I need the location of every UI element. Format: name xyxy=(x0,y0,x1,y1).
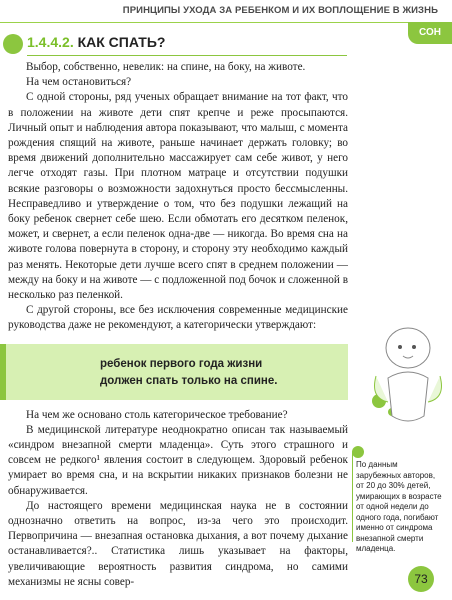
footnote-rule xyxy=(352,452,353,542)
paragraph: До настоящего времени медицинская наука не в состоянии однозначно ответить на вопрос, из-за чего это происходит. Первопричина — внезапная остановка дыхания, а вот почему дыхание останавливается?.. Статистика лишь указывает на факторы, увеличивающие вероятность развития синдрома, но самими механизмы не ясны совер- xyxy=(8,499,348,588)
quote-text xyxy=(100,356,277,390)
chapter-tab xyxy=(408,22,452,44)
quote-line: должен спать только на спине. xyxy=(100,374,278,387)
side-footnote xyxy=(356,450,444,555)
highlight-quote xyxy=(0,344,348,400)
baby-illustration xyxy=(372,318,444,436)
section-title: КАК СПАТЬ? xyxy=(77,34,166,50)
paragraph: С другой стороны, все без исключения современные медицинские руководства даже не рекомендуют, а категорически утверждают: xyxy=(8,304,348,332)
paragraph: На чем остановиться? xyxy=(26,76,132,89)
footnote-text: По данным зарубежных авторов, от 20 до 30% детей, умирающих в возрасте от одной недели до одного года, погибают именно от синдрома внезапной смерти младенца. xyxy=(356,460,442,553)
section-heading xyxy=(27,34,165,50)
running-title: ПРИНЦИПЫ УХОДА ЗА РЕБЕНКОМ И ИХ ВОПЛОЩЕНИЕ В ЖИЗНЬ xyxy=(122,5,438,16)
page-number: 73 xyxy=(408,566,434,592)
paragraph: С одной стороны, ряд ученых обращает внимание на тот факт, что в положении на животе дети спят крепче и реже просыпаются. Личный опыт и наблюдения автора показывают, что малыш, с момента рождения спящий на животе, раньше начинает держать головку; во время движений дополнительно массажирует сам себе живот, у него легче отходят газы. При плотном матраце и отсутствии подушки всякие разговоры о возможности задохнуться просто бессмысленны. Несправедливо и утверждение о том, что без подушки лежащий на боку ребенок свернет себе шею. Если обмотать его десятком пеленок, может, и свернет, а если пеленок одна-две — никогда. Во время сна на животе голова повернута в сторону, и сторону эту необходимо каждый раз менять. Некоторые дети лучше всего спят в среднем положении — между на боку и на животе — с подложенной под бочок и сложенной в несколько раз пеленкой. xyxy=(8,91,348,302)
quote-line: ребенок первого года жизни xyxy=(100,357,263,370)
paragraph: Выбор, собственно, невелик: на спине, на боку, на животе. xyxy=(26,61,306,73)
chapter-tab-label: СОН xyxy=(419,27,441,38)
heading-divider xyxy=(27,55,347,56)
paragraph: На чем же основано столь категорическое требование? xyxy=(26,408,288,421)
page-header xyxy=(0,0,452,23)
section-number: 1.4.4.2. xyxy=(27,34,74,50)
section-marker-icon xyxy=(3,34,23,54)
paragraph: В медицинской литературе неоднократно описан так называемый «синдром внезапной смерти младенца». Суть этого страшного и совсем не редкого¹ явления состоит в следующем. Здоровый ребенок умирает во время сна, и на вскрытии никаких признаков болезни не обнаруживается. xyxy=(8,423,348,497)
body-text xyxy=(8,60,348,590)
